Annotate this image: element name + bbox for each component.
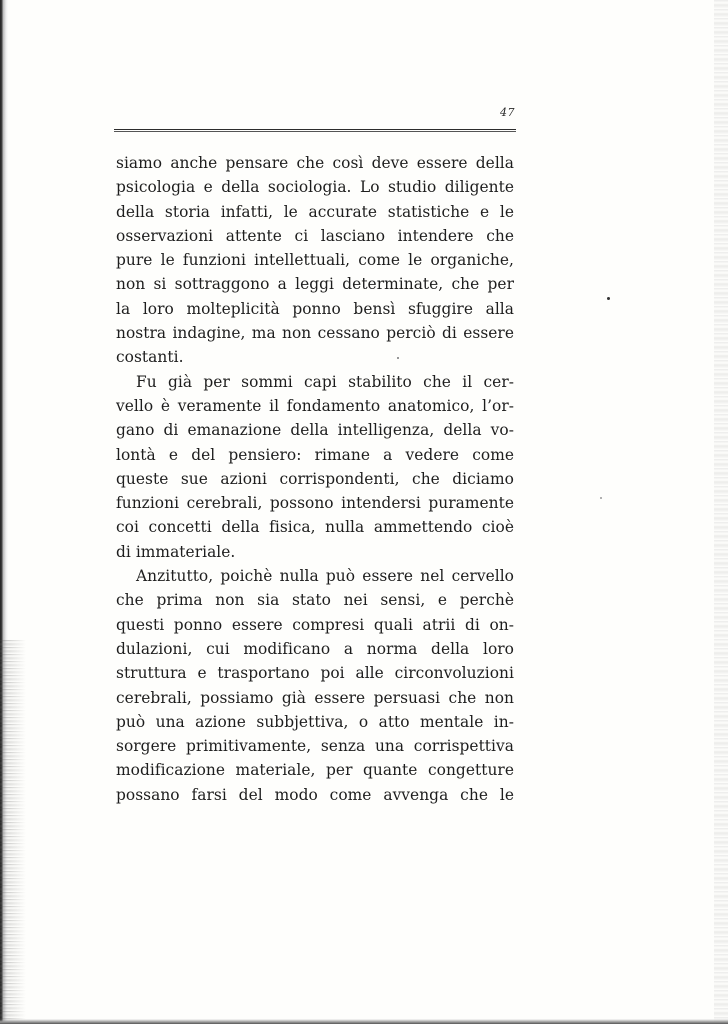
ink-speck (600, 497, 602, 499)
paragraph-start-line: Anzitutto, poichè nulla può essere nel cervello (136, 567, 514, 586)
text-line: cerebrali, possiamo già essere persuasi che non (116, 688, 514, 707)
text-line: costanti. (116, 348, 184, 367)
text-line: di immateriale. (116, 542, 236, 561)
ink-speck (397, 357, 399, 359)
ink-speck (607, 297, 610, 300)
text-line: funzioni cerebrali, possono intendersi puramente (116, 494, 514, 513)
page-right-edge (714, 0, 728, 1024)
text-line: queste sue azioni corrispondenti, che diciamo (116, 469, 514, 488)
text-line: psicologia e della sociologia. Lo studio diligente (116, 178, 514, 197)
text-line: sorgere primitivamente, senza una corrispettiva (116, 737, 514, 756)
paragraph-start-line: Fu già per sommi capi stabilito che il cer- (136, 372, 514, 391)
text-line: gano di emanazione della intelligenza, della vo- (116, 421, 514, 440)
text-line: la loro molteplicità ponno bensì sfuggire alla (116, 299, 514, 318)
text-line: della storia infatti, le accurate statistiche e le (116, 202, 514, 221)
body-text (116, 151, 514, 807)
text-line: modificazione materiale, per quante congetture (116, 761, 514, 780)
text-line: può una azione subbjettiva, o atto mentale in- (116, 712, 514, 731)
text-line: coi concetti della fisica, nulla ammettendo cioè (116, 518, 514, 537)
text-line: questi ponno essere compresi quali atrii di on- (116, 615, 514, 634)
page-bottom-edge (0, 1019, 728, 1024)
text-line: dulazioni, cui modificano a norma della loro (116, 639, 514, 658)
text-line: possano farsi del modo come avvenga che le (116, 785, 514, 804)
text-line: non si sottraggono a leggi determinate, che per (116, 275, 514, 294)
page-number: 47 (500, 106, 515, 119)
header-rule (114, 129, 516, 132)
text-line: pure le funzioni intellettuali, come le organiche, (116, 251, 514, 270)
text-line: che prima non sia stato nei sensi, e perchè (116, 591, 514, 610)
text-line: vello è veramente il fondamento anatomico, l’or- (116, 396, 514, 415)
text-line: osservazioni attente ci lasciano intendere che (116, 226, 514, 245)
text-line: siamo anche pensare che così deve essere della (116, 154, 514, 172)
text-line: struttura e trasportano poi alle circonvoluzioni (116, 664, 514, 683)
text-line: nostra indagine, ma non cessano perciò di essere (116, 324, 514, 343)
text-line: lontà e del pensiero: rimane a vedere come (116, 445, 514, 464)
page-left-edge-texture (0, 640, 26, 1024)
